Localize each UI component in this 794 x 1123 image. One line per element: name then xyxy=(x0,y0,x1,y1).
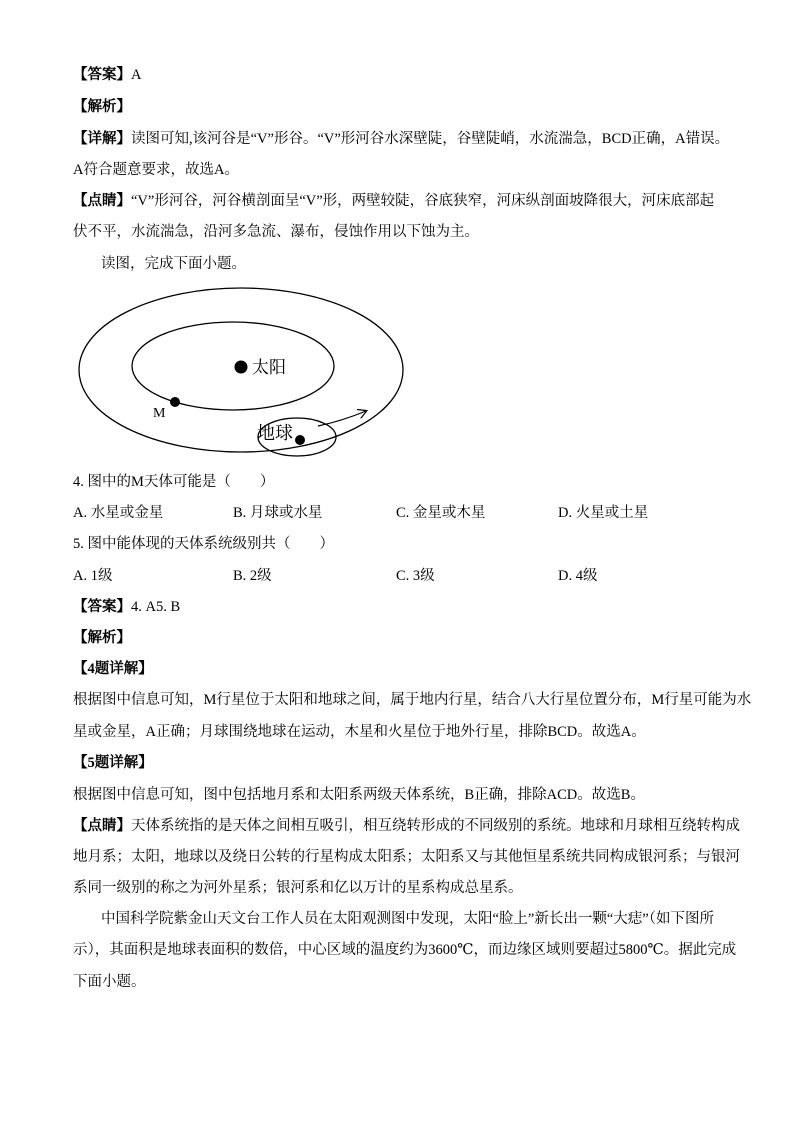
detail-line-2: A符合题意要求，故选A。 xyxy=(73,162,239,178)
answer-value: A xyxy=(131,67,142,83)
detail-5-label: 【5题详解】 xyxy=(73,755,153,771)
question-4-option-c: C. 金星或木星 xyxy=(396,505,486,521)
answer-label: 【答案】 xyxy=(73,67,131,83)
question-5-option-a: A. 1级 xyxy=(73,568,113,584)
tip-label: 【点睛】 xyxy=(73,193,131,209)
answer-line xyxy=(73,64,141,86)
tip-2-text: 天体系统指的是天体之间相互吸引，相互绕转形成的不同级别的系统。地球和月球相互绕转构成 xyxy=(131,818,740,834)
answer-line-2 xyxy=(73,596,180,618)
next-intro-line-1: 中国科学院紫金山天文台工作人员在太阳观测图中发现，太阳“脸上”新长出一颗“大痣”（如下图所 xyxy=(101,911,714,927)
answer-label-2: 【答案】 xyxy=(73,599,131,615)
m-dot xyxy=(170,397,180,407)
question-4-stem: 4. 图中的M天体可能是（ ） xyxy=(73,474,275,490)
tip-2-line-3: 系同一级别的称之为河外星系；银河系和亿以万计的星系构成总星系。 xyxy=(73,880,523,896)
tip-text: “V”形河谷，河谷横剖面呈“V”形，两壁较陡，谷底狭窄，河床纵剖面坡降很大，河床底部起 xyxy=(131,193,715,209)
analysis-heading xyxy=(73,96,131,118)
detail-5-line-1: 根据图中信息可知，图中包括地月系和太阳系两级天体系统，B正确，排除ACD。故选B。 xyxy=(73,787,645,803)
tip-2-line-2: 地月系；太阳，地球以及绕日公转的行星构成太阳系；太阳系又与其他恒星系统共同构成银河系；与银河 xyxy=(73,849,740,865)
tip-2-label: 【点睛】 xyxy=(73,818,131,834)
detail-line-1 xyxy=(73,128,729,150)
detail-4-line-2: 星或金星，A正确；月球围绕地球在运动，木星和火星位于地外行星，排除BCD。故选A。 xyxy=(73,724,646,740)
orbit-diagram xyxy=(0,280,420,470)
analysis-label: 【解析】 xyxy=(73,99,131,115)
question-5-option-c: C. 3级 xyxy=(396,568,435,584)
detail-4-heading xyxy=(73,658,153,680)
detail-5-heading xyxy=(73,752,153,774)
intro-text: 读图，完成下面小题。 xyxy=(101,256,246,272)
question-5-option-b: B. 2级 xyxy=(233,568,272,584)
tip-2-line-1 xyxy=(73,815,740,837)
detail-label: 【详解】 xyxy=(73,131,131,147)
question-5-option-d: D. 4级 xyxy=(558,568,598,584)
earth-label: 地球 xyxy=(257,423,293,443)
question-4-option-b: B. 月球或水星 xyxy=(233,505,323,521)
analysis-label-2: 【解析】 xyxy=(73,630,131,646)
question-4-option-d: D. 火星或土星 xyxy=(558,505,649,521)
tip-line-1 xyxy=(73,190,714,212)
m-label: M xyxy=(153,406,166,421)
earth-dot xyxy=(295,435,305,445)
inner-orbit xyxy=(132,322,334,410)
detail-text: 读图可知,该河谷是“V”形谷。“V”形河谷水深壁陡，谷壁陡峭，水流湍急，BCD正确，A错误。 xyxy=(131,131,730,147)
detail-4-line-1: 根据图中信息可知，M行星位于太阳和地球之间，属于地内行星，结合八大行星位置分布，M行星可能为水 xyxy=(73,692,752,708)
tip-line-2: 伏不平，水流湍急，沿河多急流、瀑布，侵蚀作用以下蚀为主。 xyxy=(73,224,479,240)
question-4-option-a: A. 水星或金星 xyxy=(73,505,164,521)
sun-dot xyxy=(235,361,248,374)
sun-label: 太阳 xyxy=(252,358,286,377)
analysis-heading-2 xyxy=(73,627,131,649)
answer-value-2: 4. A5. B xyxy=(131,599,181,615)
next-intro-line-2: 示），其面积是地球表面积的数倍，中心区域的温度约为3600℃，而边缘区域则要超过5800℃。据此完成 xyxy=(73,942,737,958)
next-intro-line-3: 下面小题。 xyxy=(73,974,146,990)
detail-4-label: 【4题详解】 xyxy=(73,661,153,677)
question-5-stem: 5. 图中能体现的天体系统级别共（ ） xyxy=(73,536,334,552)
